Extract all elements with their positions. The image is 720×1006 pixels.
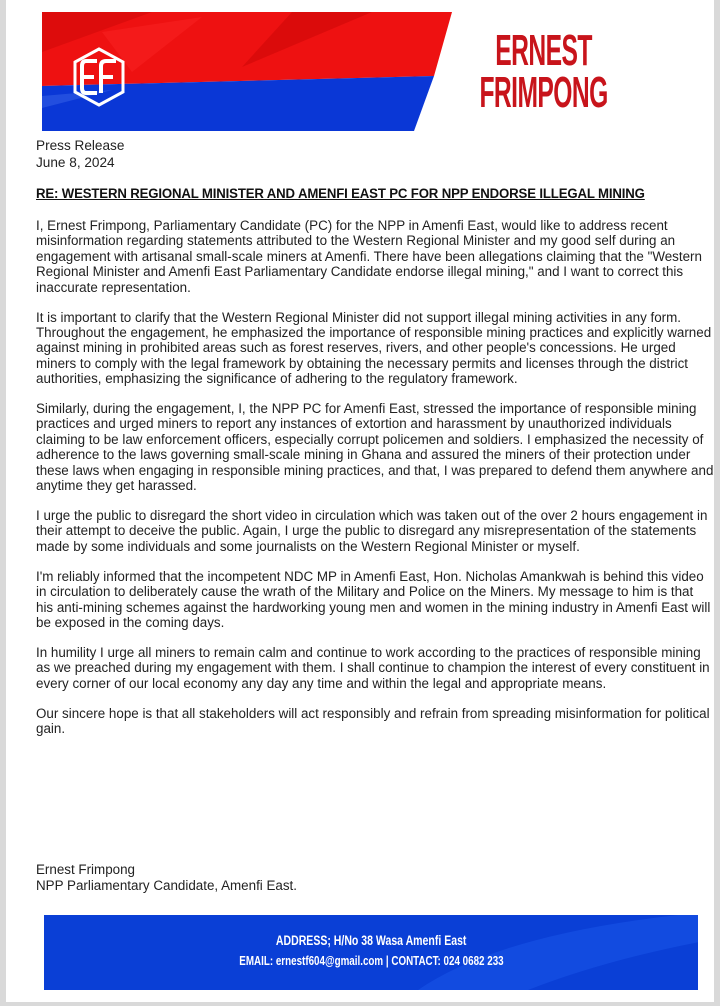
headline: RE: WESTERN REGIONAL MINISTER AND AMENFI EAST PC FOR NPP ENDORSE ILLEGAL MINING [36, 186, 645, 201]
paragraph: Similarly, during the engagement, I, the NPP PC for Amenfi East, stressed the importance of responsible mining practices and urged miners to report any instances of extortion and harassment by unauthorized individuals claiming to be law enforcement officers, especially corrupt policemen and soldiers. I emphasized the necessity of adherence to the laws governing small-scale mining in Ghana and assured the miners of their protection under these laws when engaging in responsible mining practices, and that, I was prepared to defend them anywhere and anytime they get harassed. [36, 401, 714, 494]
footer-contact: EMAIL: ernestf604@gmail.com | CONTACT: 024 0682 233 [238, 954, 504, 968]
release-body [36, 218, 714, 751]
contact-footer [44, 915, 698, 990]
release-date: June 8, 2024 [36, 154, 115, 170]
ef-logo-icon [72, 47, 126, 107]
signatory-title: NPP Parliamentary Candidate, Amenfi East. [36, 877, 297, 893]
document-type: Press Release [36, 138, 125, 153]
signatory-name: Ernest Frimpong [36, 862, 135, 877]
paragraph: I urge the public to disregard the short video in circulation which was taken out of the over 2 hours engagement in their attempt to deceive the public. Again, I urge the public to disregard any misrepresentation of the statements made by some individuals and some journalists on the Western Regional Minister or myself. [36, 508, 708, 554]
paragraph: I, Ernest Frimpong, Parliamentary Candidate (PC) for the NPP in Amenfi East, would like to address recent misinformation regarding statements attributed to the Western Regional Minister and my good self during an engagement with artisanal small-scale miners at Amenfi. There have been allegations claiming that the "Western Regional Minister and Amenfi East Parliamentary Candidate endorse illegal mining," and I want to correct this inaccurate representation. [36, 218, 702, 295]
footer-address: ADDRESS; H/No 38 Wasa Amenfi East [275, 933, 467, 948]
footer-swoosh-graphic [378, 915, 698, 990]
brand-name [468, 26, 619, 117]
press-release-page [6, 0, 714, 1002]
brand-last-name: FRIMPONG [479, 68, 608, 117]
paragraph: It is important to clarify that the Western Regional Minister did not support illegal mining activities in any form. Throughout the engagement, he emphasized the importance of responsible mining practices and explicitly warned against mining in prohibited areas such as forest reserves, rivers, and other people's concessions. He urged miners to comply with the legal framework by obtaining the necessary permits and licenses through the district authorities, emphasizing the significance of adhering to the regulatory framework. [36, 309, 712, 387]
paragraph: In humility I urge all miners to remain calm and continue to work according to the practices of responsible mining as we preached during my engagement with them. I shall continue to champion the interest of every constituent in every corner of our local economy any day any time and within the legal and appropriate means. [36, 644, 710, 691]
paragraph: I'm reliably informed that the incompetent NDC MP in Amenfi East, Hon. Nicholas Amankwah is behind this video in circulation to deliberately cause the wrath of the Military and Police on the Miners. My message to him is that his anti-mining schemes against the hardworking young men and women in the mining industry in Amenfi East will be exposed in the coming days. [36, 568, 711, 630]
signature-block [36, 862, 297, 893]
brand-first-name: ERNEST [495, 26, 592, 75]
paragraph: Our sincere hope is that all stakeholders will act responsibly and refrain from spreading misinformation for political gain. [36, 705, 710, 736]
release-meta [36, 138, 124, 171]
